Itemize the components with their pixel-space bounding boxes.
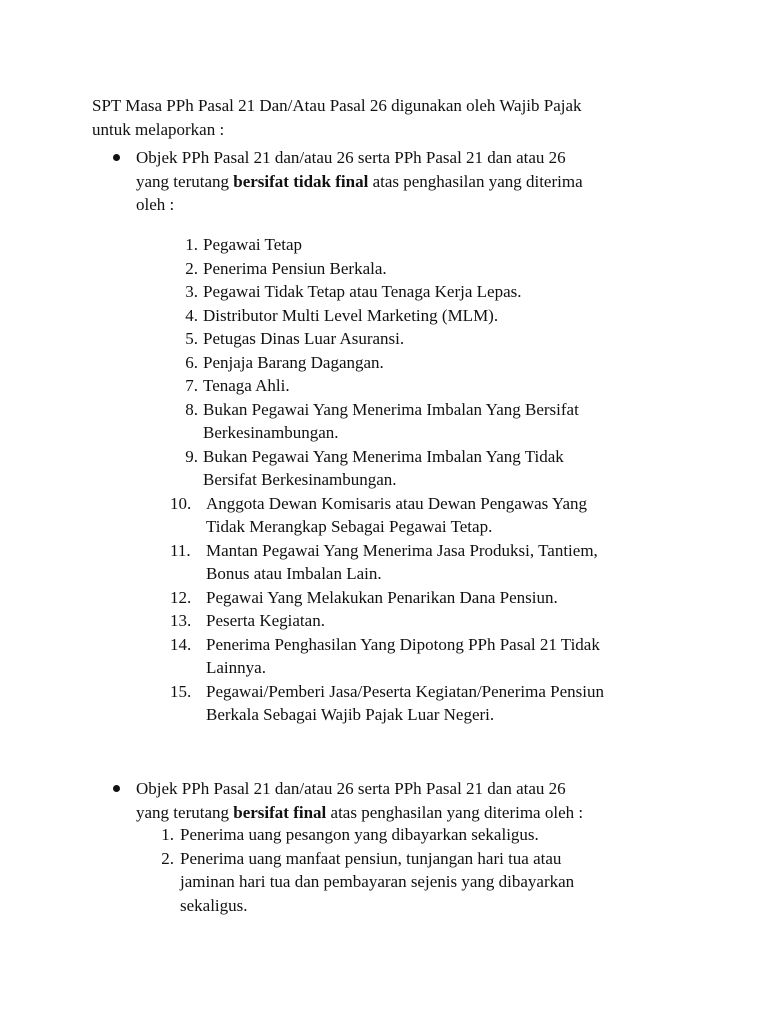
list-item-text: Penerima uang pesangon yang dibayarkan sekaligus. <box>180 825 539 844</box>
list-item-line-2: Berkala Sebagai Wajib Pajak Luar Negeri. <box>206 705 495 724</box>
list-item-line-2: Lainnya. <box>206 658 266 677</box>
list-item-text: Peserta Kegiatan. <box>206 611 325 630</box>
list-item <box>160 680 700 727</box>
bullet-2-line-1: Objek PPh Pasal 21 dan/atau 26 serta PPh Pasal 21 dan atau 26 <box>136 779 566 798</box>
list-item <box>160 374 700 398</box>
list-item-text: Pegawai Tidak Tetap atau Tenaga Kerja Lepas. <box>203 282 522 301</box>
list-item-number: 3. <box>185 282 198 301</box>
list-item-number: 10. <box>170 493 192 513</box>
list-item-line-1: Bukan Pegawai Yang Menerima Imbalan Yang Tidak <box>203 446 564 466</box>
bullet-2-post-bold: atas penghasilan yang diterima oleh : <box>326 802 584 822</box>
list-item-line-1: Penerima uang manfaat pensiun, tunjangan hari tua atau <box>180 848 562 868</box>
list-item-line-1: Anggota Dewan Komisaris atau Dewan Pengawas Yang <box>206 493 588 513</box>
list-item <box>160 280 700 304</box>
list-item <box>160 327 700 351</box>
list-item-line-2: Tidak Merangkap Sebagai Pegawai Tetap. <box>206 517 493 536</box>
list-item-number: 13. <box>170 611 192 630</box>
list-item-number: 1. <box>161 825 174 844</box>
list-item-number: 14. <box>170 634 192 654</box>
bullet-dot-icon <box>113 154 120 161</box>
list-item-line-2: Berkesinambungan. <box>203 423 339 442</box>
list-item-line-1: Mantan Pegawai Yang Menerima Jasa Produksi, Tantiem, <box>206 540 598 560</box>
list-item-text: Penerima Pensiun Berkala. <box>203 258 387 278</box>
bullet-2-pre-bold: yang terutang <box>136 802 234 822</box>
list-item-text: Distributor Multi Level Marketing (MLM). <box>203 305 499 325</box>
list-item-text: Pegawai Tetap <box>203 235 303 254</box>
intro-line-2: untuk melaporkan : <box>92 119 225 139</box>
list-item <box>160 398 700 445</box>
final-recipient-list <box>150 823 700 917</box>
list-item-number: 5. <box>185 329 198 348</box>
list-item-number: 6. <box>185 352 198 372</box>
list-item-text: Tenaga Ahli. <box>203 376 290 395</box>
list-item-number: 11. <box>170 540 191 560</box>
intro-line-1: SPT Masa PPh Pasal 21 Dan/Atau Pasal 26 digunakan oleh Wajib Pajak <box>92 96 582 115</box>
bullet-2-line-2 <box>136 801 693 825</box>
bullet-non-final <box>113 146 693 217</box>
list-item-number: 9. <box>185 446 198 466</box>
list-item-line-1: Pegawai/Pemberi Jasa/Peserta Kegiatan/Penerima Pensiun <box>206 681 604 701</box>
list-item <box>160 539 700 586</box>
list-item-line-2: jaminan hari tua dan pembayaran sejenis yang dibayarkan <box>180 872 575 891</box>
bullet-2-bold-phrase: bersifat final <box>233 802 327 822</box>
list-item <box>160 351 700 375</box>
list-item <box>160 257 700 281</box>
list-item-line-1: Bukan Pegawai Yang Menerima Imbalan Yang Bersifat <box>203 399 579 419</box>
list-item-number: 2. <box>185 258 198 278</box>
list-item-text: Petugas Dinas Luar Asuransi. <box>203 329 405 348</box>
list-item <box>160 233 700 257</box>
list-item-line-2: Bonus atau Imbalan Lain. <box>206 564 382 583</box>
list-item-line-3: sekaligus. <box>180 895 248 915</box>
list-item-line-1: Penerima Penghasilan Yang Dipotong PPh Pasal 21 Tidak <box>206 634 600 654</box>
list-item <box>160 492 700 539</box>
non-final-recipient-list <box>160 233 700 727</box>
bullet-1-line-2 <box>136 170 693 194</box>
bullet-1-post-bold: atas penghasilan yang diterima <box>368 171 583 191</box>
bullet-1-bold-phrase: bersifat tidak final <box>233 171 369 191</box>
list-item-line-2: Bersifat Berkesinambungan. <box>203 470 397 489</box>
bullet-1-pre-bold: yang terutang <box>136 171 234 191</box>
list-item <box>160 586 700 610</box>
list-item-number: 8. <box>185 399 198 419</box>
bullet-non-final-text <box>136 146 693 217</box>
list-item-text: Penjaja Barang Dagangan. <box>203 352 384 372</box>
list-item-number: 2. <box>161 848 174 868</box>
bullet-1-line-1: Objek PPh Pasal 21 dan/atau 26 serta PPh Pasal 21 dan atau 26 <box>136 148 566 167</box>
list-item-number: 7. <box>185 376 198 395</box>
bullet-dot-icon <box>113 785 120 792</box>
list-item <box>160 445 700 492</box>
list-item-text: Pegawai Yang Melakukan Penarikan Dana Pensiun. <box>206 587 558 607</box>
list-item <box>150 823 700 847</box>
intro-paragraph <box>92 94 702 141</box>
list-item <box>160 609 700 633</box>
list-item <box>160 304 700 328</box>
bullet-final-text <box>136 777 693 824</box>
list-item-number: 12. <box>170 587 192 607</box>
list-item <box>150 847 700 918</box>
list-item-number: 1. <box>185 235 198 254</box>
bullet-final <box>113 777 693 824</box>
list-item-number: 15. <box>170 681 192 701</box>
bullet-1-line-3: oleh : <box>136 195 175 214</box>
list-item-number: 4. <box>185 305 198 325</box>
list-item <box>160 633 700 680</box>
